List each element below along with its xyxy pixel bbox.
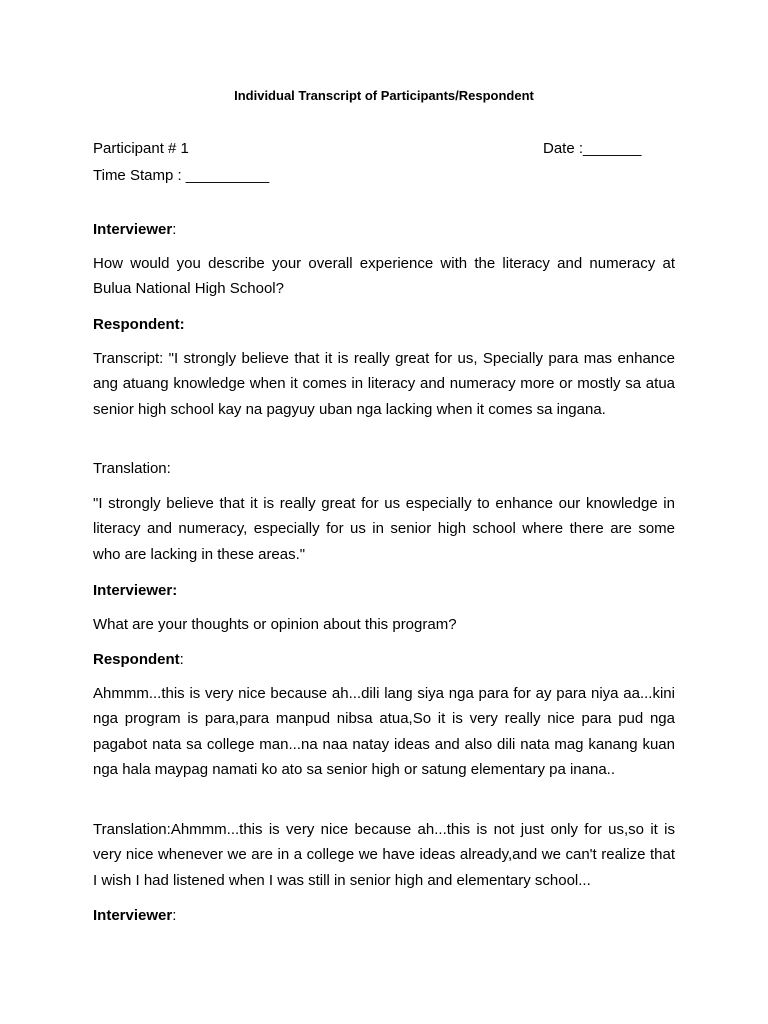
speaker-name: Interviewer bbox=[93, 221, 173, 238]
interviewer-question: How would you describe your overall experience with the literacy and numeracy at Bulua National High School? bbox=[93, 255, 675, 298]
translation-label: Translation: bbox=[93, 460, 171, 477]
document-title: Individual Transcript of Participants/Respondent bbox=[234, 88, 534, 103]
speaker-label-respondent bbox=[93, 647, 675, 672]
speaker-name: Respondent: bbox=[93, 316, 185, 333]
speaker-label-interviewer bbox=[93, 217, 675, 242]
respondent-translation: Translation:Ahmmm...this is very nice because ah...this is not just only for us,so it is very nice whenever we are in a college we have ideas already,and we can't realize that I wish I had listened when I was still in senior high and elementary school... bbox=[93, 821, 675, 889]
speaker-label-respondent bbox=[93, 312, 675, 337]
timestamp-row bbox=[93, 167, 675, 184]
participant-label: Participant # 1 bbox=[93, 140, 189, 157]
speaker-colon: : bbox=[179, 651, 184, 668]
speaker-colon: : bbox=[172, 907, 177, 924]
respondent-transcript: Ahmmm...this is very nice because ah...dili lang siya nga para for ay para niya aa...kini nga program is para,para manpud nibsa atua,So it is very really nice para pud nga pagabot nata sa college man...na naa natay ideas and also dili nata mag kanang kuan nga hala maypag namati ko ato sa senior high or satung elementary pa inana.. bbox=[93, 685, 675, 778]
respondent-transcript: Transcript: "I strongly believe that it is really great for us, Specially para mas enhance ang atuang knowledge when it comes in literacy and numeracy more or mostly sa atua senior high school kay na pagyuy uban nga lacking when it comes sa ingana. bbox=[93, 350, 675, 418]
speaker-label-interviewer bbox=[93, 903, 675, 928]
timestamp-field: Time Stamp : __________ bbox=[93, 167, 270, 184]
participant-row bbox=[93, 140, 675, 157]
date-field: Date :_______ bbox=[543, 140, 642, 157]
speaker-colon: : bbox=[172, 221, 177, 238]
respondent-translation: "I strongly believe that it is really great for us especially to enhance our knowledge in literacy and numeracy, especially for us in senior high school where there are some who are lacking in these areas." bbox=[93, 495, 675, 563]
speaker-label-interviewer bbox=[93, 578, 675, 603]
speaker-name: Interviewer: bbox=[93, 582, 178, 599]
speaker-name: Respondent bbox=[93, 651, 180, 668]
interviewer-question: What are your thoughts or opinion about this program? bbox=[93, 616, 457, 633]
speaker-name: Interviewer bbox=[93, 907, 173, 924]
